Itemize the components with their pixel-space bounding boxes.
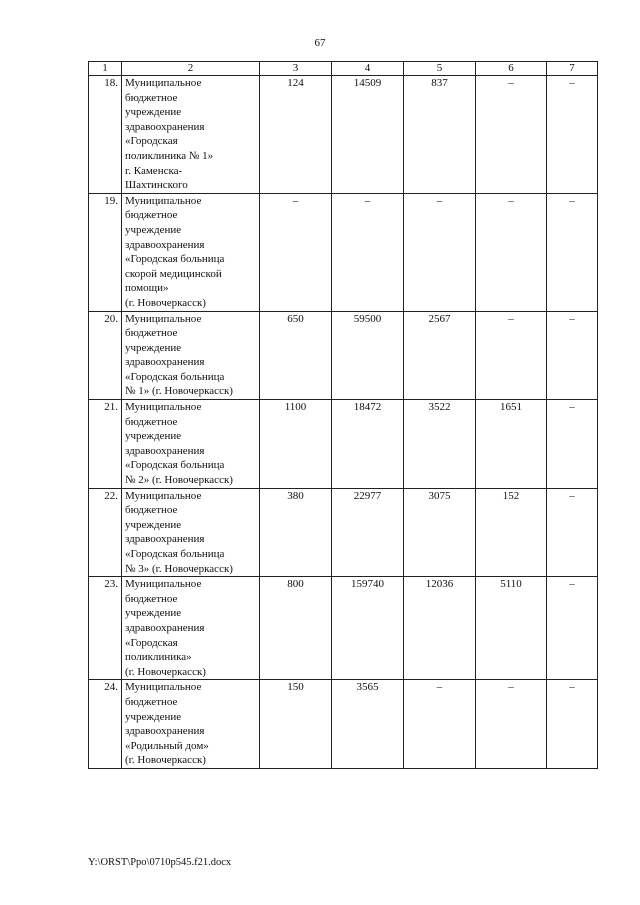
institution-name-line: бюджетное (125, 592, 178, 605)
institution-name-line: поликлиника» (125, 651, 192, 664)
institution-name-line: «Городская (125, 135, 178, 148)
institution-name-line: Муниципальное (125, 489, 202, 502)
table-row (89, 488, 598, 577)
file-path-footer: Y:\ORST\Ppo\0710p545.f21.docx (88, 857, 232, 868)
header-row (89, 62, 598, 76)
column-header-2: 2 (122, 62, 260, 76)
cell-column-7: – (547, 488, 598, 577)
institution-name-line: бюджетное (125, 504, 178, 517)
institution-name-line: бюджетное (125, 415, 178, 428)
row-number: 18. (89, 76, 122, 194)
institution-name-line: помощи» (125, 282, 169, 295)
table-row (89, 400, 598, 489)
cell-column-6: – (476, 680, 547, 769)
institution-name-line: здравоохранения (125, 120, 205, 133)
institution-name-line: здравоохранения (125, 238, 205, 251)
institution-name (122, 488, 260, 577)
institution-name-line: «Городская (125, 636, 178, 649)
column-header-5: 5 (404, 62, 476, 76)
cell-column-3: 124 (260, 76, 332, 194)
institution-name-line: Муниципальное (125, 681, 202, 694)
institution-name-line: бюджетное (125, 91, 178, 104)
cell-column-4: 59500 (332, 311, 404, 400)
cell-column-5: 12036 (404, 577, 476, 680)
institution-name-line: Муниципальное (125, 401, 202, 414)
cell-column-6: 152 (476, 488, 547, 577)
institution-name-line: учреждение (125, 430, 182, 443)
cell-column-5: 3075 (404, 488, 476, 577)
table-row (89, 680, 598, 769)
institution-name-line: здравоохранения (125, 356, 205, 369)
institution-name-line: здравоохранения (125, 621, 205, 634)
table-row (89, 76, 598, 194)
cell-column-4: 18472 (332, 400, 404, 489)
data-table (88, 61, 598, 769)
institution-name-line: учреждение (125, 223, 182, 236)
institution-name-line: учреждение (125, 518, 182, 531)
institution-name-line: Муниципальное (125, 312, 202, 325)
cell-column-5: 2567 (404, 311, 476, 400)
row-number: 21. (89, 400, 122, 489)
institution-name-line: (г. Новочеркасск) (125, 665, 206, 678)
cell-column-7: – (547, 400, 598, 489)
row-number: 20. (89, 311, 122, 400)
institution-name-line: «Городская больница (125, 253, 225, 266)
institution-name-line: (г. Новочеркасск) (125, 296, 206, 309)
institution-name-line: бюджетное (125, 209, 178, 222)
row-number: 24. (89, 680, 122, 769)
cell-column-4: 22977 (332, 488, 404, 577)
cell-column-5: 837 (404, 76, 476, 194)
column-header-1: 1 (89, 62, 122, 76)
table-row (89, 577, 598, 680)
institution-name-line: «Городская больница (125, 370, 225, 383)
cell-column-6: 5110 (476, 577, 547, 680)
cell-column-7: – (547, 311, 598, 400)
cell-column-3: 380 (260, 488, 332, 577)
cell-column-4: – (332, 193, 404, 311)
cell-column-7: – (547, 76, 598, 194)
institution-name-line: (г. Новочеркасск) (125, 754, 206, 767)
column-header-6: 6 (476, 62, 547, 76)
institution-name (122, 680, 260, 769)
cell-column-3: 1100 (260, 400, 332, 489)
cell-column-5: 3522 (404, 400, 476, 489)
institution-name-line: г. Каменска- (125, 164, 183, 177)
row-number: 22. (89, 488, 122, 577)
institution-name-line: здравоохранения (125, 444, 205, 457)
institution-name-line: учреждение (125, 710, 182, 723)
institution-name-line: скорой медицинской (125, 267, 222, 280)
cell-column-7: – (547, 577, 598, 680)
cell-column-5: – (404, 680, 476, 769)
cell-column-3: 150 (260, 680, 332, 769)
institution-name (122, 400, 260, 489)
table-body (89, 76, 598, 769)
cell-column-6: 1651 (476, 400, 547, 489)
institution-name (122, 193, 260, 311)
cell-column-3: 650 (260, 311, 332, 400)
row-number: 23. (89, 577, 122, 680)
cell-column-4: 159740 (332, 577, 404, 680)
cell-column-5: – (404, 193, 476, 311)
cell-column-7: – (547, 680, 598, 769)
table-row (89, 193, 598, 311)
institution-name-line: здравоохранения (125, 533, 205, 546)
institution-name-line: № 3» (г. Новочеркасск) (125, 562, 233, 575)
cell-column-7: – (547, 193, 598, 311)
column-header-4: 4 (332, 62, 404, 76)
institution-name-line: бюджетное (125, 695, 178, 708)
institution-name-line: учреждение (125, 341, 182, 354)
institution-name-line: поликлиника № 1» (125, 149, 214, 162)
institution-name-line: № 1» (г. Новочеркасск) (125, 385, 233, 398)
institution-name-line: учреждение (125, 106, 182, 119)
cell-column-4: 3565 (332, 680, 404, 769)
institution-name-line: «Городская больница (125, 459, 225, 472)
institution-name-line: бюджетное (125, 327, 178, 340)
institution-name-line: Муниципальное (125, 194, 202, 207)
institution-name-line: «Городская больница (125, 548, 225, 560)
institution-name (122, 577, 260, 680)
institution-name-line: № 2» (г. Новочеркасск) (125, 474, 233, 487)
institution-name (122, 311, 260, 400)
institution-name-line: Муниципальное (125, 77, 202, 89)
cell-column-3: – (260, 193, 332, 311)
cell-column-6: – (476, 76, 547, 194)
cell-column-6: – (476, 311, 547, 400)
institution-name-line: Шахтинского (125, 179, 188, 192)
institution-name-line: Муниципальное (125, 578, 202, 591)
cell-column-6: – (476, 193, 547, 311)
institution-name (122, 76, 260, 194)
institution-name-line: «Родильный дом» (125, 739, 209, 752)
institution-name-line: здравоохранения (125, 725, 205, 738)
cell-column-4: 14509 (332, 76, 404, 194)
institution-name-line: учреждение (125, 607, 182, 620)
column-header-3: 3 (260, 62, 332, 76)
table-row (89, 311, 598, 400)
row-number: 19. (89, 193, 122, 311)
cell-column-3: 800 (260, 577, 332, 680)
column-header-7: 7 (547, 62, 598, 76)
page-number: 67 (314, 37, 326, 49)
